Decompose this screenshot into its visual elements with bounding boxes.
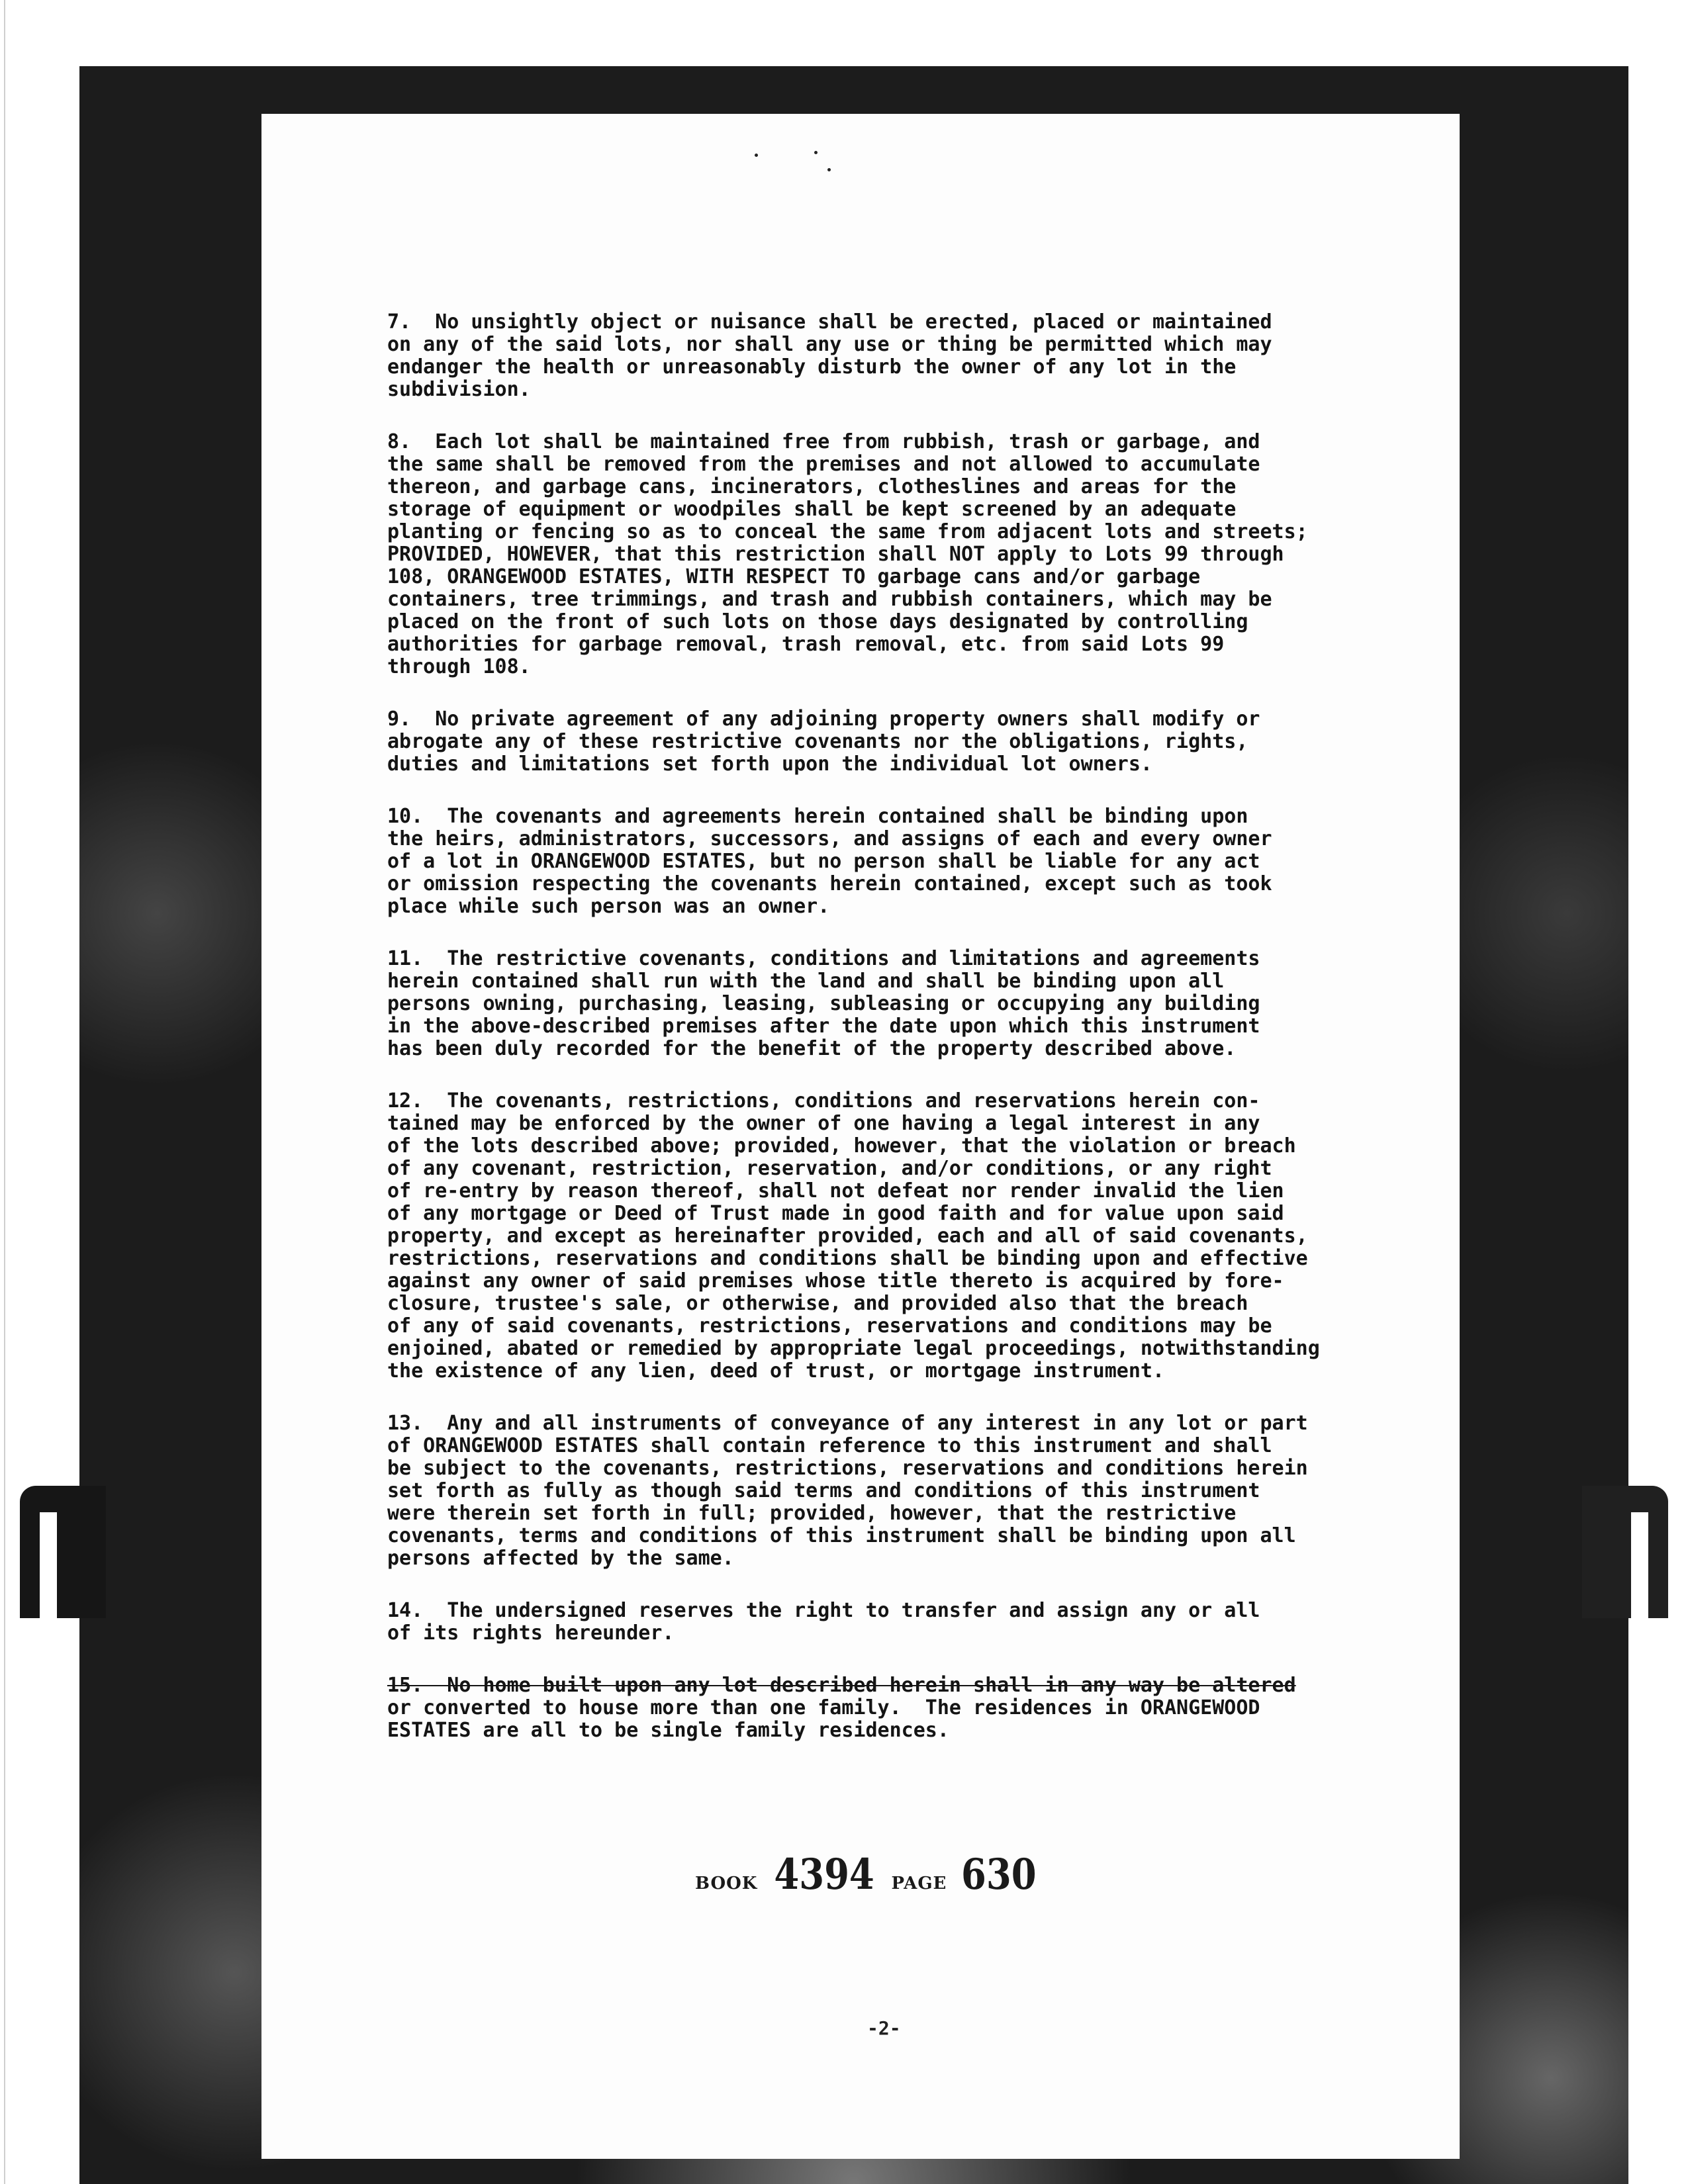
covenant-15 — [387, 1674, 1420, 1742]
covenant-14 — [387, 1600, 1420, 1645]
text-line: closure, trustee's sale, or otherwise, and provided also that the breach — [387, 1292, 1248, 1315]
document-body — [387, 311, 1420, 1772]
text-line: of any mortgage or Deed of Trust made in good faith and for value upon said — [387, 1202, 1284, 1225]
text-line: of its rights hereunder. — [387, 1621, 675, 1645]
text-line: of ORANGEWOOD ESTATES shall contain reference to this instrument and shall — [387, 1434, 1272, 1457]
book-label: BOOK — [695, 1874, 758, 1893]
recording-stamp — [695, 1850, 1043, 1899]
covenant-11 — [387, 948, 1420, 1060]
text-line: has been duly recorded for the benefit of the property described above. — [387, 1037, 1237, 1060]
text-line: were therein set forth in full; provided, however, that the restrictive — [387, 1502, 1237, 1525]
text-line: abrogate any of these restrictive covenants nor the obligations, rights, — [387, 730, 1248, 753]
text-line: endanger the health or unreasonably disturb the owner of any lot in the — [387, 355, 1237, 379]
book-number: 4394 — [774, 1850, 875, 1899]
text-line: herein contained shall run with the land and shall be binding upon all — [387, 970, 1225, 993]
text-line: of any of said covenants, restrictions, reservations and conditions may be — [387, 1314, 1272, 1338]
text-line: of the lots described above; provided, however, that the violation or breach — [387, 1134, 1296, 1158]
text-line: PROVIDED, HOWEVER, that this restriction shall NOT apply to Lots 99 through — [387, 543, 1284, 566]
text-line: 11. The restrictive covenants, conditions and limitations and agreements — [387, 947, 1260, 970]
left-binding-tab — [20, 1486, 106, 1618]
text-line: of re-entry by reason thereof, shall not defeat nor render invalid the lien — [387, 1179, 1284, 1203]
text-line: covenants, terms and conditions of this instrument shall be binding upon all — [387, 1524, 1296, 1547]
scan-specks — [748, 151, 854, 177]
text-line: the same shall be removed from the premises and not allowed to accumulate — [387, 453, 1260, 476]
text-line: the existence of any lien, deed of trust, or mortgage instrument. — [387, 1359, 1164, 1383]
right-binding-tab — [1582, 1486, 1668, 1618]
text-line: restrictions, reservations and conditions shall be binding upon and effective — [387, 1247, 1308, 1270]
text-line: in the above-described premises after the date upon which this instrument — [387, 1015, 1260, 1038]
text-line: be subject to the covenants, restrictions, reservations and conditions herein — [387, 1457, 1308, 1480]
text-line: thereon, and garbage cans, incinerators, clotheslines and areas for the — [387, 475, 1237, 498]
text-line: 7. No unsightly object or nuisance shall be erected, placed or maintained — [387, 310, 1272, 334]
text-line: persons owning, purchasing, leasing, subleasing or occupying any building — [387, 992, 1260, 1015]
text-line: 10. The covenants and agreements herein contained shall be binding upon — [387, 805, 1248, 828]
text-line: 8. Each lot shall be maintained free from rubbish, trash or garbage, and — [387, 430, 1260, 453]
covenant-10 — [387, 805, 1420, 918]
text-line: duties and limitations set forth upon the individual lot owners. — [387, 752, 1152, 776]
text-line: storage of equipment or woodpiles shall be kept screened by an adequate — [387, 498, 1237, 521]
text-line: or converted to house more than one family. The residences in ORANGEWOOD — [387, 1696, 1260, 1719]
text-line: enjoined, abated or remedied by appropriate legal proceedings, notwithstanding — [387, 1337, 1320, 1360]
text-line: subdivision. — [387, 378, 531, 401]
text-line: or omission respecting the covenants herein contained, except such as took — [387, 872, 1272, 895]
text-line: ESTATES are all to be single family residences. — [387, 1719, 949, 1742]
text-line: place while such person was an owner. — [387, 895, 830, 918]
text-line: authorities for garbage removal, trash removal, etc. from said Lots 99 — [387, 633, 1225, 656]
text-line: against any owner of said premises whose title thereto is acquired by fore- — [387, 1269, 1284, 1293]
text-line: through 108. — [387, 655, 531, 678]
text-line: on any of the said lots, nor shall any use or thing be permitted which may — [387, 333, 1272, 356]
text-line: placed on the front of such lots on those days designated by controlling — [387, 610, 1248, 633]
text-line: of any covenant, restriction, reservation, and/or conditions, or any right — [387, 1157, 1272, 1180]
page-label: PAGE — [891, 1874, 947, 1893]
text-line: 14. The undersigned reserves the right to transfer and assign any or all — [387, 1599, 1260, 1622]
page-number-stamp: 630 — [961, 1850, 1037, 1899]
page-number: -2- — [867, 2017, 901, 2039]
text-line: the heirs, administrators, successors, and assigns of each and every owner — [387, 827, 1272, 850]
covenant-7 — [387, 311, 1420, 401]
text-line: planting or fencing so as to conceal the same from adjacent lots and streets; — [387, 520, 1308, 543]
text-line: of a lot in ORANGEWOOD ESTATES, but no person shall be liable for any act — [387, 850, 1260, 873]
left-margin-line — [4, 0, 5, 2184]
text-line: 9. No private agreement of any adjoining property owners shall modify or — [387, 707, 1260, 731]
text-line: 15. No home built upon any lot described herein shall in any way be altered — [387, 1674, 1296, 1697]
covenant-9 — [387, 708, 1420, 776]
text-line: 13. Any and all instruments of conveyance of any interest in any lot or part — [387, 1412, 1308, 1435]
text-line: 108, ORANGEWOOD ESTATES, WITH RESPECT TO garbage cans and/or garbage — [387, 565, 1201, 588]
covenant-13 — [387, 1412, 1420, 1570]
text-line: tained may be enforced by the owner of one having a legal interest in any — [387, 1112, 1260, 1135]
text-line: property, and except as hereinafter provided, each and all of said covenants, — [387, 1224, 1308, 1248]
covenant-8 — [387, 431, 1420, 678]
text-line: persons affected by the same. — [387, 1547, 734, 1570]
covenant-12 — [387, 1090, 1420, 1383]
text-line: containers, tree trimmings, and trash and rubbish containers, which may be — [387, 588, 1272, 611]
text-line: set forth as fully as though said terms and conditions of this instrument — [387, 1479, 1260, 1502]
text-line: 12. The covenants, restrictions, conditions and reservations herein con- — [387, 1089, 1260, 1113]
